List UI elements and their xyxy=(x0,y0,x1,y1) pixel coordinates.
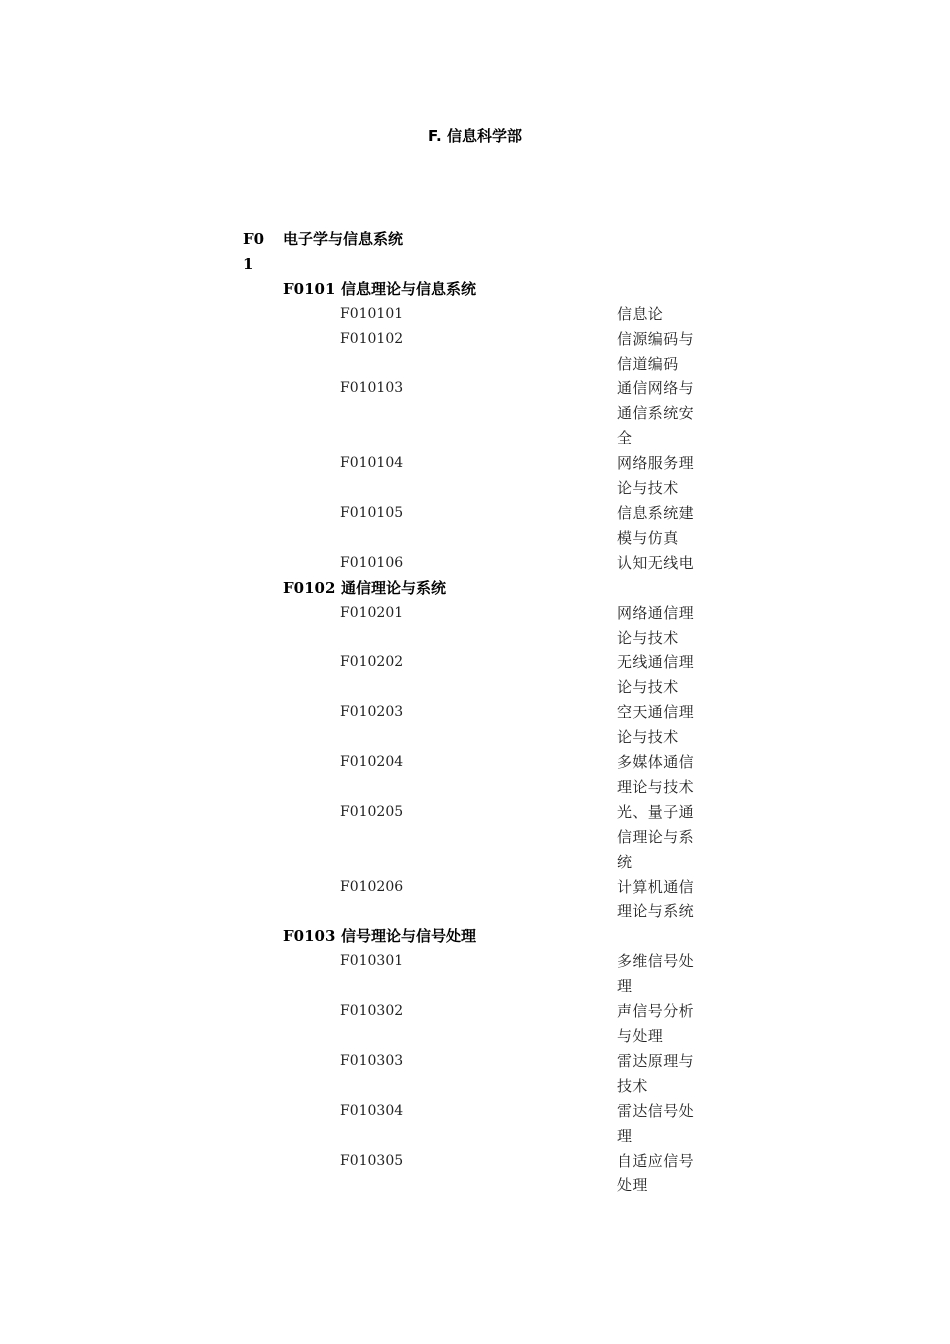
section-name: 电子学与信息系统 xyxy=(283,230,404,248)
subsection-name: 信号理论与信号处理 xyxy=(341,927,477,946)
item-name: 网络通信理论与技术 xyxy=(617,603,695,647)
list-item xyxy=(340,451,713,501)
item-code: F010206 xyxy=(340,878,404,895)
item-code: F010101 xyxy=(340,305,404,322)
subsection-code: F0101 xyxy=(283,279,336,298)
item-name: 信息论 xyxy=(617,304,664,323)
list-item xyxy=(340,1099,713,1149)
subsection-code: F0102 xyxy=(283,578,336,597)
list-item xyxy=(340,551,713,576)
item-code: F010201 xyxy=(340,604,404,621)
list-item xyxy=(340,999,713,1049)
subsection-heading xyxy=(283,576,713,601)
list-item xyxy=(340,800,713,875)
item-code: F010103 xyxy=(340,380,404,397)
list-item xyxy=(340,650,713,700)
list-item xyxy=(340,949,713,999)
section-heading xyxy=(243,227,713,277)
subsection-heading xyxy=(283,924,713,949)
list-item xyxy=(340,875,713,925)
item-name: 信息系统建模与仿真 xyxy=(617,503,695,547)
list-item xyxy=(340,750,713,800)
discipline-outline xyxy=(243,227,713,1198)
item-code: F010304 xyxy=(340,1102,404,1119)
item-name: 空天通信理论与技术 xyxy=(617,703,695,747)
item-code: F010204 xyxy=(340,754,404,771)
item-code: F010104 xyxy=(340,455,404,472)
list-item xyxy=(340,302,713,327)
item-name: 通信网络与通信系统安全 xyxy=(617,379,695,448)
item-code: F010105 xyxy=(340,504,404,521)
item-name: 认知无线电 xyxy=(617,553,695,572)
item-code: F010203 xyxy=(340,704,404,721)
section-code-line2: 1 xyxy=(243,254,254,273)
item-code: F010205 xyxy=(340,803,404,820)
item-name: 无线通信理论与技术 xyxy=(617,653,695,697)
item-name: 多维信号处理 xyxy=(617,952,695,996)
item-name: 网络服务理论与技术 xyxy=(617,454,695,498)
subsection-code: F0103 xyxy=(283,927,336,946)
item-name: 光、量子通信理论与系统 xyxy=(617,802,695,871)
list-item xyxy=(340,1049,713,1099)
item-code: F010303 xyxy=(340,1052,404,1069)
list-item xyxy=(340,601,713,651)
item-code: F010102 xyxy=(340,330,404,347)
section-code xyxy=(243,227,283,277)
subsection-list xyxy=(243,277,713,1199)
item-name: 计算机通信理论与系统 xyxy=(617,877,695,921)
section-code-line1: F0 xyxy=(243,230,265,248)
item-name: 雷达原理与技术 xyxy=(617,1051,695,1095)
page-title: F. 信息科学部 xyxy=(428,127,522,145)
item-code: F010106 xyxy=(340,554,404,571)
item-name: 声信号分析与处理 xyxy=(617,1002,695,1045)
item-name: 雷达信号处理 xyxy=(617,1101,695,1145)
list-item xyxy=(340,501,713,551)
subsection-name: 信息理论与信息系统 xyxy=(341,279,477,298)
subsection-name: 通信理论与系统 xyxy=(341,578,447,597)
item-code: F010305 xyxy=(340,1152,404,1169)
subsection-heading xyxy=(283,277,713,302)
list-item xyxy=(340,700,713,750)
item-name: 多媒体通信理论与技术 xyxy=(617,753,695,796)
item-code: F010202 xyxy=(340,654,404,671)
list-item xyxy=(340,1149,713,1199)
list-item xyxy=(340,376,713,451)
item-name: 信源编码与信道编码 xyxy=(617,329,695,373)
item-code: F010301 xyxy=(340,953,404,970)
item-name: 自适应信号处理 xyxy=(617,1151,695,1195)
item-code: F010302 xyxy=(340,1003,404,1020)
list-item xyxy=(340,327,713,377)
